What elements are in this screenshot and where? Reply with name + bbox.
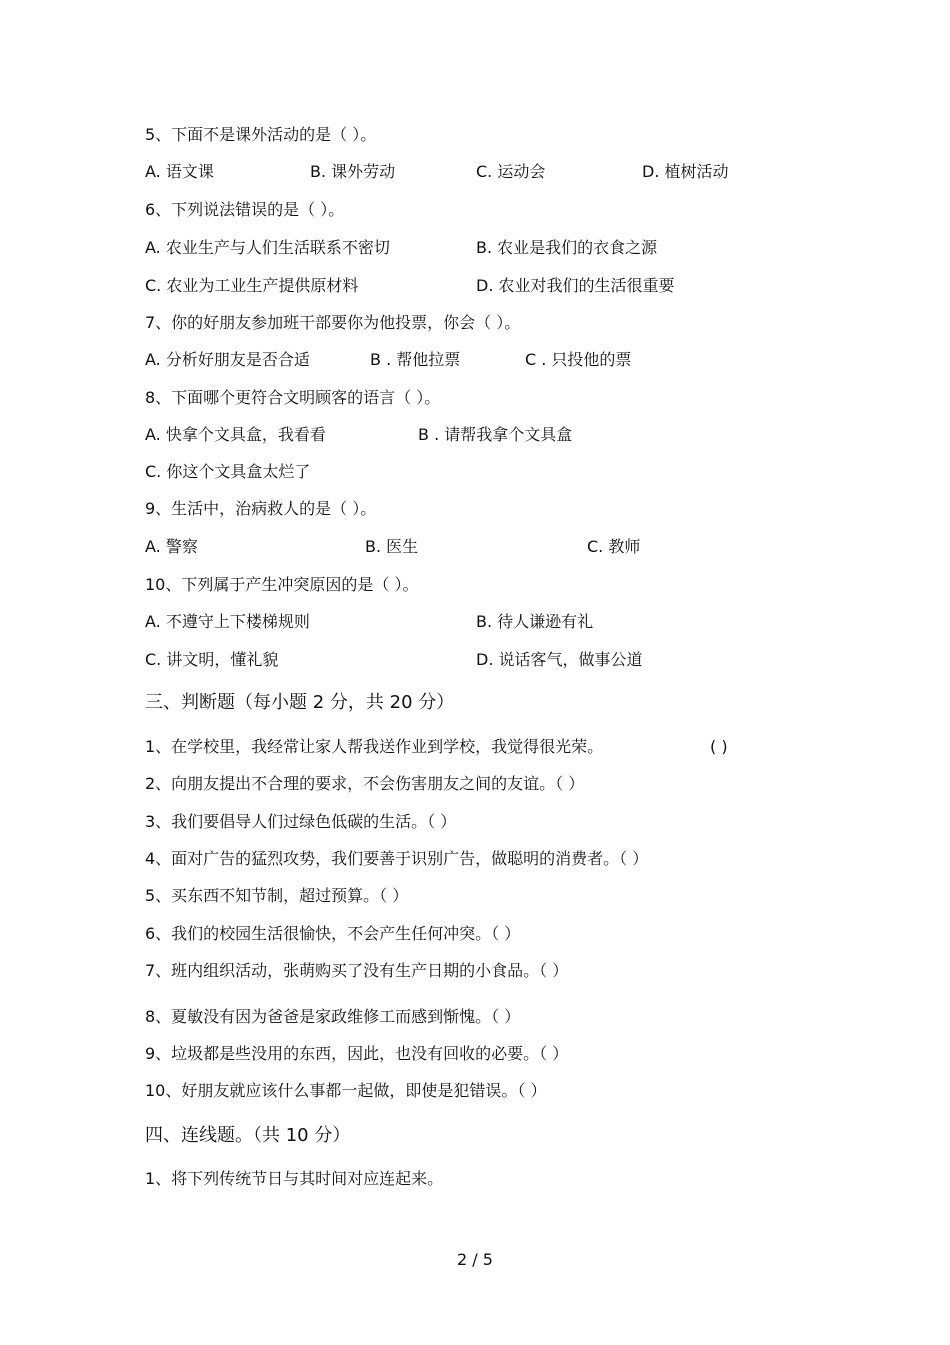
- judge-item-6: 6、我们的校园生活很愉快，不会产生任何冲突。（ ）: [145, 924, 521, 943]
- q7-stem: 7、你的好朋友参加班干部要你为他投票，你会（ ）。: [145, 313, 521, 332]
- q8-option-c: C. 你这个文具盒太烂了: [145, 462, 311, 481]
- q7-option-b: B . 帮他拉票: [370, 350, 461, 369]
- judge-item-10: 10、好朋友就应该什么事都一起做，即使是犯错误。（ ）: [145, 1081, 547, 1100]
- q9-option-c: C. 教师: [587, 537, 641, 556]
- q8-option-a: A. 快拿个文具盒，我看看: [145, 425, 326, 444]
- q6-option-b: B. 农业是我们的衣食之源: [476, 238, 658, 257]
- q7-option-a: A. 分析好朋友是否合适: [145, 350, 310, 369]
- judge-item-4: 4、面对广告的猛烈攻势，我们要善于识别广告，做聪明的消费者。（ ）: [145, 849, 649, 868]
- q5-option-d: D. 植树活动: [642, 162, 729, 181]
- q10-option-d: D. 说话客气，做事公道: [476, 650, 643, 669]
- q6-stem: 6、下列说法错误的是（ ）。: [145, 200, 345, 219]
- judge-item-1-blank: ( ): [710, 737, 728, 756]
- judge-item-8: 8、夏敏没有因为爸爸是家政维修工而感到惭愧。（ ）: [145, 1007, 521, 1026]
- judge-item-3: 3、我们要倡导人们过绿色低碳的生活。（ ）: [145, 812, 457, 831]
- q9-stem: 9、生活中，治病救人的是（ ）。: [145, 499, 377, 518]
- section-judge-heading: 三、判断题（每小题 2 分，共 20 分）: [145, 692, 455, 713]
- q5-option-b: B. 课外劳动: [310, 162, 396, 181]
- page-number: 2 / 5: [457, 1250, 493, 1269]
- q8-option-b: B . 请帮我拿个文具盒: [418, 425, 573, 444]
- q10-stem: 10、下列属于产生冲突原因的是（ ）。: [145, 575, 419, 594]
- q5-option-a: A. 语文课: [145, 162, 214, 181]
- section-match-heading: 四、连线题。（共 10 分）: [145, 1125, 351, 1146]
- q5-option-c: C. 运动会: [476, 162, 546, 181]
- q10-option-b: B. 待人谦逊有礼: [476, 612, 594, 631]
- q6-option-a: A. 农业生产与人们生活联系不密切: [145, 238, 390, 257]
- q6-option-d: D. 农业对我们的生活很重要: [476, 276, 675, 295]
- q9-option-a: A. 警察: [145, 537, 198, 556]
- q9-option-b: B. 医生: [365, 537, 419, 556]
- q10-option-a: A. 不遵守上下楼梯规则: [145, 612, 310, 631]
- judge-item-9: 9、垃圾都是些没用的东西，因此，也没有回收的必要。（ ）: [145, 1044, 569, 1063]
- q6-option-c: C. 农业为工业生产提供原材料: [145, 276, 359, 295]
- match-q1: 1、将下列传统节日与其时间对应连起来。: [145, 1169, 444, 1188]
- q8-stem: 8、下面哪个更符合文明顾客的语言（ ）。: [145, 388, 441, 407]
- q10-option-c: C. 讲文明，懂礼貌: [145, 650, 279, 669]
- q7-option-c: C . 只投他的票: [525, 350, 632, 369]
- judge-item-5: 5、买东西不知节制，超过预算。（ ）: [145, 886, 409, 905]
- judge-item-7: 7、班内组织活动，张萌购买了没有生产日期的小食品。（ ）: [145, 961, 569, 980]
- q5-stem: 5、下面不是课外活动的是（ ）。: [145, 125, 377, 144]
- judge-item-2: 2、向朋友提出不合理的要求，不会伤害朋友之间的友谊。（ ）: [145, 774, 585, 793]
- judge-item-1: 1、在学校里，我经常让家人帮我送作业到学校，我觉得很光荣。: [145, 737, 604, 756]
